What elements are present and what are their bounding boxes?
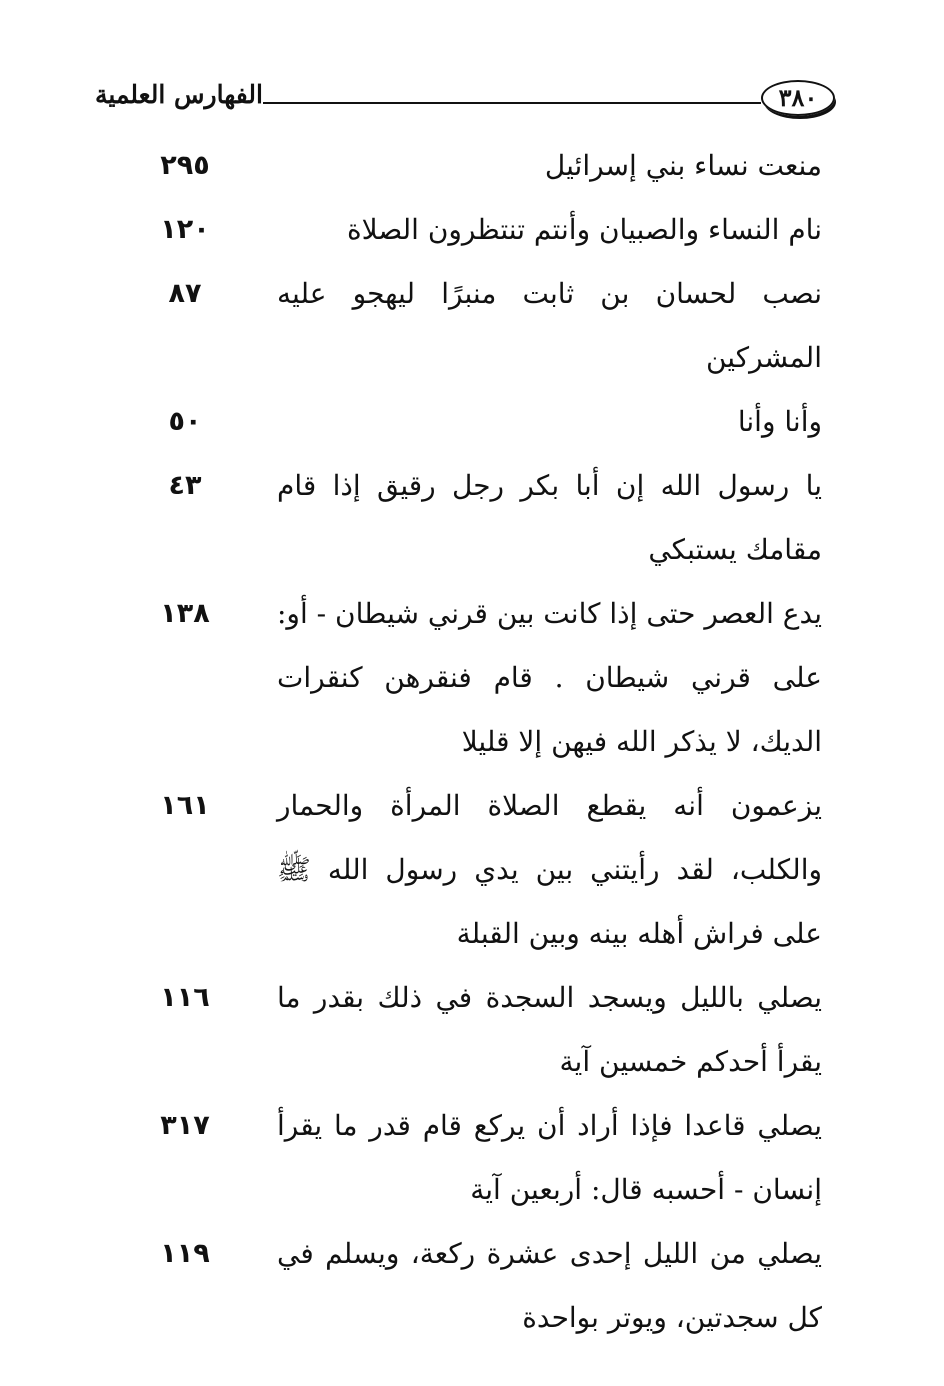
index-entry (130, 1094, 830, 1222)
index-entry (130, 774, 830, 966)
header-rule (263, 102, 761, 104)
entry-text: نام النساء والصبيان وأنتم تنتظرون الصلاة (346, 213, 822, 246)
entry-page-number: ٣١٧ (160, 1110, 210, 1141)
entry-page-number: ٢٩٥ (160, 150, 210, 181)
entry-text: يا رسول الله إن أبا بكر رجل رقيق إذا قام مقامك يستبكي (277, 469, 822, 566)
entry-text: نصب لحسان بن ثابت منبرًا ليهجو عليه المشركين (277, 277, 822, 374)
index-entry (130, 454, 830, 582)
entry-text: يزعمون أنه يقطع الصلاة المرأة والحمار والكلب، لقد رأيتني بين يدي رسول الله ﷺ على فراش أهله بينه وبين القبلة (277, 789, 822, 950)
index-entry (130, 390, 830, 454)
entry-page-number: ١٣٨ (160, 598, 210, 629)
entry-text: وأنا وأنا (737, 405, 822, 438)
index-entry (130, 262, 830, 390)
entry-page-number: ١١٦ (160, 982, 210, 1013)
entry-text: منعت نساء بني إسرائيل (544, 149, 822, 182)
index-list (130, 134, 830, 1350)
running-title: الفهارس العلمية (95, 80, 263, 109)
index-entry (130, 966, 830, 1094)
index-entry (130, 134, 830, 198)
entry-page-number: ١٦١ (160, 790, 210, 821)
entry-page-number: ١١٩ (160, 1238, 210, 1269)
index-entry (130, 1222, 830, 1350)
page-header (95, 78, 840, 126)
entry-text: يصلي قاعدا فإذا أراد أن يركع قام قدر ما يقرأ إنسان - أحسبه قال: أربعين آية (277, 1109, 822, 1206)
entry-page-number: ٨٧ (168, 278, 202, 309)
entry-page-number: ٥٠ (168, 406, 202, 437)
entry-text: يصلي من الليل إحدى عشرة ركعة، ويسلم في كل سجدتين، ويوتر بواحدة (277, 1237, 822, 1334)
page-number-badge: ٣٨٠ (761, 80, 835, 116)
entry-text: يدع العصر حتى إذا كانت بين قرني شيطان - أو: على قرني شيطان . قام فنقرهن كنقرات الديك، لا يذكر الله فيهن إلا قليلا (277, 597, 822, 758)
index-entry (130, 582, 830, 774)
entry-text: يصلي بالليل ويسجد السجدة في ذلك بقدر ما يقرأ أحدكم خمسين آية (277, 981, 822, 1078)
entry-page-number: ١٢٠ (160, 214, 210, 245)
entry-page-number: ٤٣ (168, 470, 202, 501)
index-entry (130, 198, 830, 262)
